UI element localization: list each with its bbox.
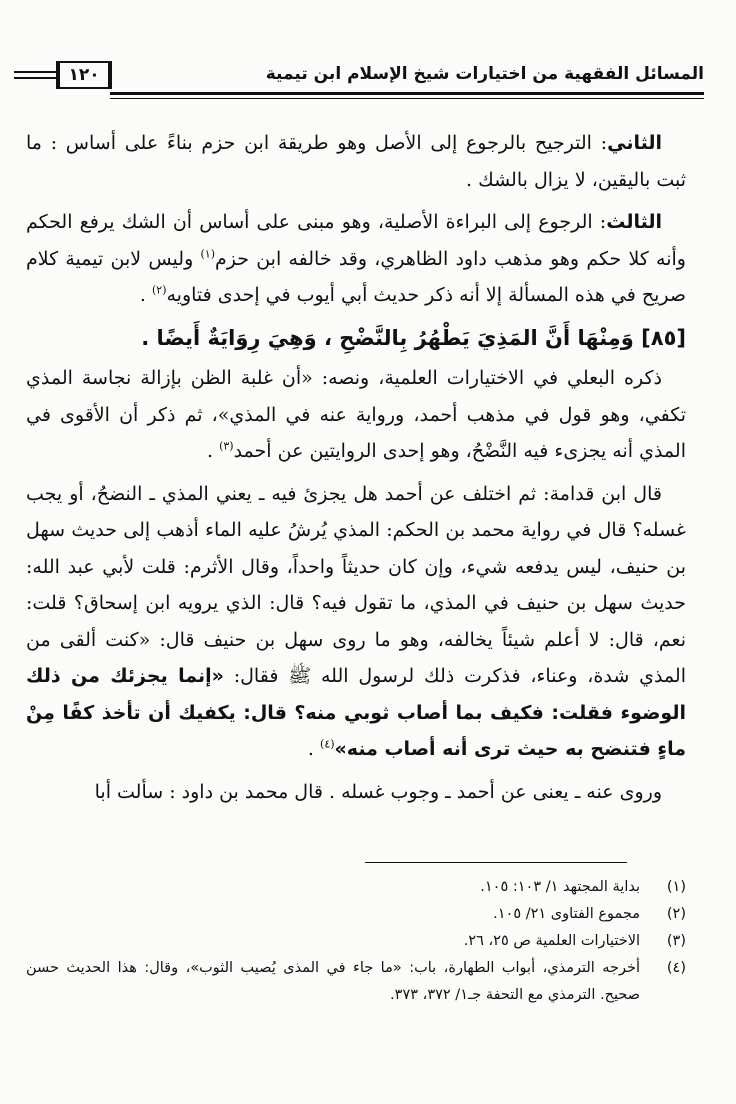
footnote-number: (٤)	[666, 960, 686, 976]
footnote-number: (٢)	[666, 906, 686, 922]
paragraph-lead: الثالث	[606, 211, 662, 233]
footnote-ref[interactable]: (٣)	[219, 439, 234, 453]
paragraph-lead: الثاني	[607, 132, 662, 154]
footnote-text: أخرجه الترمذي، أبواب الطهارة، باب: «ما جاء في المذى يُصيب الثوب»، وقال: هذا الحديث حسن صحيح. الترمذي مع التحفة جـ١/ ٣٧٢، ٣٧٣.	[26, 960, 640, 1003]
paragraph-ibn-qudama	[26, 476, 686, 768]
footnote-separator	[365, 862, 627, 863]
footnote	[26, 901, 686, 928]
header-rule	[110, 92, 704, 95]
paragraph-third	[26, 204, 686, 314]
footnote-text: بداية المجتهد ١/ ١٠٣: ١٠٥.	[480, 879, 640, 895]
footnote-ref[interactable]: (٢)	[151, 283, 167, 297]
hadith-quote: «إنما يجزئك من ذلك الوضوء فقلت: فكيف بما أصاب ثوبي منه؟ قال: يكفيك أن تأخذ كفًا مِنْ ماءٍ فتنضح به حيث ترى أنه أصاب منه»	[26, 665, 686, 760]
header-ornament-line	[14, 77, 60, 79]
paragraph-text: : الرجوع إلى البراءة الأصلية، وهو مبنى على أساس أن الشك يرفع الحكم وأنه كلا حكم وهو مذهب داود الظاهري، وقد خالفه ابن حزم	[26, 211, 686, 270]
paragraph-baali	[26, 360, 686, 470]
issue-heading: [٨٥] وَمِنْهَا أَنَّ المَذِيَ يَطْهُرُ بِالنَّضْحِ ، وَهِيَ رِوَايَةٌ أَيضًا .	[141, 325, 686, 350]
paragraph-text: .	[206, 440, 220, 462]
paragraph-text: وليس لابن تيمية كلام صريح في هذه المسألة إلا أنه ذكر حديث أبي أيوب في إحدى فتاويه	[26, 247, 686, 306]
footnote	[26, 874, 686, 901]
footnote-text: مجموع الفتاوى ٢١/ ١٠٥.	[493, 906, 640, 922]
page-number-box	[64, 60, 104, 90]
running-header	[14, 58, 704, 102]
footnote-ref[interactable]: (١)	[200, 247, 215, 261]
book-title: المسائل الفقهية من اختيارات شيخ الإسلام ابن تيمية	[265, 64, 704, 84]
header-rule-thin	[110, 98, 704, 99]
page-number: ١٢٠	[56, 61, 111, 89]
paragraph-text: وروى عنه ـ يعنى عن أحمد ـ وجوب غسله . قال محمد بن داود : سألت أبا	[94, 780, 662, 803]
paragraph-text: .	[139, 284, 152, 306]
footnote-number: (٣)	[666, 933, 686, 949]
header-ornament-line	[14, 71, 60, 73]
paragraph-second	[26, 125, 686, 198]
footnote-text: الاختيارات العلمية ص ٢٥، ٢٦.	[463, 933, 640, 949]
paragraph-continued	[26, 774, 686, 811]
paragraph-text: .	[307, 738, 321, 760]
footnote-ref[interactable]: (٤)	[320, 737, 335, 751]
footnotes	[26, 874, 686, 1009]
footnote-number: (١)	[666, 879, 686, 895]
page-body	[26, 125, 686, 816]
paragraph-text: قال ابن قدامة: ثم اختلف عن أحمد هل يجزئ فيه ـ يعني المذي ـ النضحُ، أو يجب غسله؟ قال في رواية محمد بن الحكم: المذي يُرشُ عليه الماء أذهب إلى حديث سهل بن حنيف، ليس يدفعه شيء، وإن كان حديثاً واحداً، وقال الأثرم: قلت لأبي عبد الله: حديث سهل بن حنيف في المذي، ما تقول فيه؟ قال: الذي يرويه ابن إسحاق؟ قلت: نعم، قال: لا أعلم شيئاً يخالفه، وهو ما روى سهل بن حنيف قال: «كنت ألقى من المذي شدة، وعناء، فذكرت ذلك لرسول الله ﷺ فقال:	[26, 482, 686, 687]
footnote	[26, 955, 686, 1009]
footnote	[26, 928, 686, 955]
paragraph-text: : الترجيح بالرجوع إلى الأصل وهو طريقة ابن حزم بناءً على أساس : ما ثبت باليقين، لا يزال بالشك .	[26, 132, 686, 191]
paragraph-text: ذكره البعلي في الاختيارات العلمية، ونصه: «أن غلبة الظن بإزالة نجاسة المذي تكفي، وهو قول في مذهب أحمد، ورواية عنه في المذي»، ثم ذكر أن الأقوى في المذي أنه يجزىء فيه النَّضْحُ، وهو إحدى الروايتين عن أحمد	[26, 367, 686, 462]
